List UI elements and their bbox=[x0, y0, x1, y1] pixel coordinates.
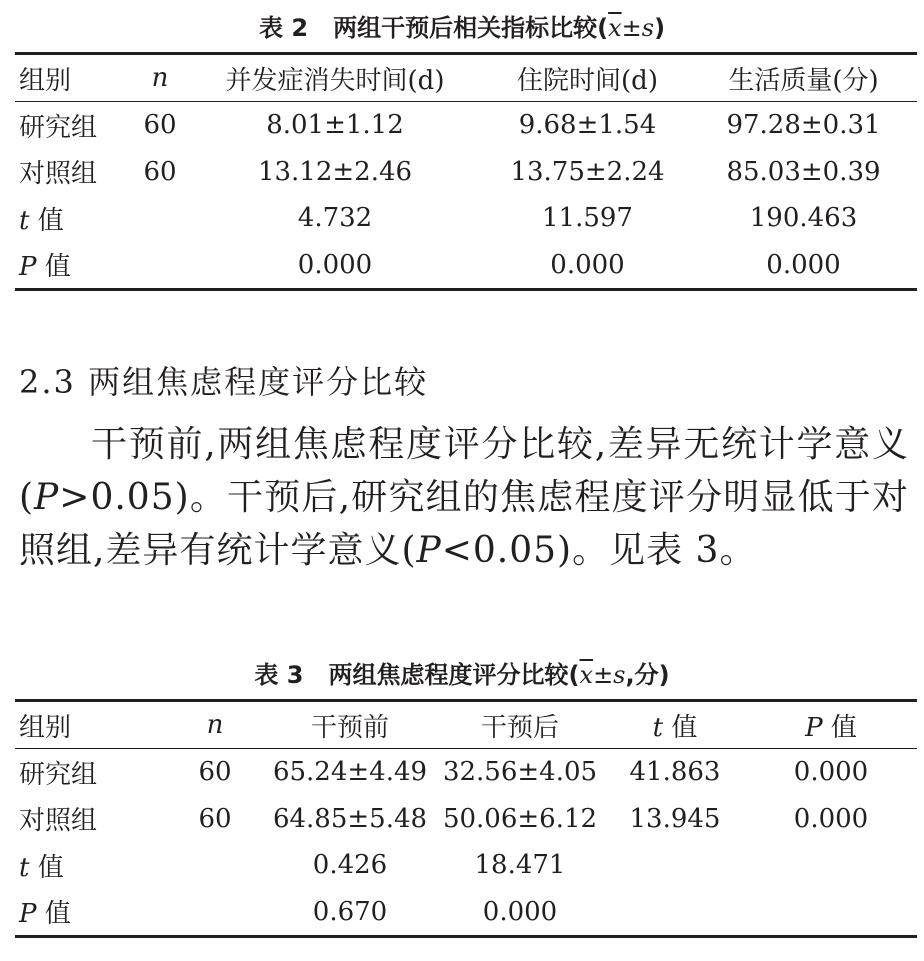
paragraph-text bbox=[19, 418, 909, 577]
table2-cell-empty bbox=[135, 195, 185, 242]
table3-cell: 0.000 bbox=[435, 889, 605, 937]
table3-cell: 60 bbox=[198, 803, 232, 834]
section-heading: 2.3 两组焦虑程度评分比较 bbox=[19, 363, 429, 401]
table2-stat-label bbox=[15, 195, 135, 242]
table3-cell-empty bbox=[605, 842, 745, 889]
table3-caption-label: 表 3 bbox=[254, 661, 304, 689]
table2-header-complication-time: 并发症消失时间(d) bbox=[185, 54, 485, 102]
table2-cell-empty bbox=[135, 242, 185, 290]
table3-cell: 18.471 bbox=[474, 850, 566, 881]
table3-cell: 对照组 bbox=[19, 806, 98, 837]
table2 bbox=[15, 52, 917, 291]
table2-cell: 0.000 bbox=[485, 242, 690, 290]
p-symbol: P bbox=[19, 252, 37, 283]
table3-header-t bbox=[605, 701, 745, 749]
header-suffix: 值 bbox=[663, 712, 698, 743]
table2-header-hospital-stay: 住院时间(d) bbox=[485, 54, 690, 102]
table-row bbox=[15, 842, 917, 889]
table3-cell-empty bbox=[165, 842, 265, 889]
table3-header-after: 干预后 bbox=[435, 701, 605, 749]
table2-cell: 4.732 bbox=[297, 203, 373, 234]
table2-cell: 85.03±0.39 bbox=[726, 156, 881, 187]
table2-caption-title: 两组干预后相关指标比较( bbox=[333, 14, 609, 42]
t-symbol: t bbox=[19, 852, 30, 883]
table3-header-p bbox=[745, 701, 917, 749]
p-symbol: P bbox=[19, 899, 37, 930]
table3-header-before: 干预前 bbox=[265, 701, 435, 749]
table3 bbox=[15, 699, 917, 938]
table-row bbox=[15, 889, 917, 937]
table3-caption-close: ,分) bbox=[625, 661, 670, 689]
table-row bbox=[15, 102, 917, 149]
table3-cell: 0.670 bbox=[265, 889, 435, 937]
table3-cell: 0.000 bbox=[793, 803, 869, 834]
stat-label-suffix: 值 bbox=[36, 899, 71, 930]
table3-cell: 0.426 bbox=[312, 850, 388, 881]
table2-cell: 97.28±0.31 bbox=[726, 110, 881, 141]
table2-header-quality-of-life: 生活质量(分) bbox=[690, 54, 917, 102]
paragraph-segment: <0.05)。见表 3。 bbox=[441, 530, 757, 571]
table2-cell: 13.75±2.24 bbox=[510, 156, 665, 187]
table3-cell-empty bbox=[745, 842, 917, 889]
p-symbol: P bbox=[805, 712, 823, 743]
table3-cell-empty bbox=[605, 889, 745, 937]
table3-caption-mean-symbol: $\overline{x}$ bbox=[579, 661, 594, 689]
table2-cell: 60 bbox=[143, 110, 177, 141]
table3-cell: 50.06±6.12 bbox=[442, 803, 598, 834]
table-row bbox=[15, 796, 917, 843]
table3-cell: 0.000 bbox=[793, 757, 869, 788]
header-suffix: 值 bbox=[822, 712, 857, 743]
table2-cell: 9.68±1.54 bbox=[518, 110, 657, 141]
table2-cell: 0.000 bbox=[690, 242, 917, 290]
table-row bbox=[15, 242, 917, 290]
table2-cell: 0.000 bbox=[185, 242, 485, 290]
t-symbol: t bbox=[19, 205, 30, 236]
table3-caption-s-symbol: s bbox=[613, 661, 626, 689]
stat-label-suffix: 值 bbox=[36, 252, 71, 283]
table3-header-n: n bbox=[165, 701, 265, 749]
table2-cell: 190.463 bbox=[749, 203, 858, 234]
table3-cell: 研究组 bbox=[19, 759, 98, 790]
table3-cell-empty bbox=[165, 889, 265, 937]
table3-cell: 41.863 bbox=[629, 757, 721, 788]
table2-caption-mean-symbol: $\overline{x}$ bbox=[608, 14, 622, 42]
table2-header-n: n bbox=[135, 54, 185, 102]
table2-header-row bbox=[15, 54, 917, 102]
table3-cell: 64.85±5.48 bbox=[272, 803, 428, 834]
table3-cell: 13.945 bbox=[629, 803, 721, 834]
table2-stat-label bbox=[15, 242, 135, 290]
table2-cell: 13.12±2.46 bbox=[257, 156, 413, 187]
table2-caption-label: 表 2 bbox=[258, 14, 309, 42]
table2-cell: 60 bbox=[143, 156, 177, 187]
table2-caption-s-symbol: s bbox=[641, 14, 655, 42]
table2-header-group: 组别 bbox=[15, 54, 135, 102]
table3-stat-label bbox=[15, 842, 165, 889]
table2-caption-close: ) bbox=[654, 14, 666, 42]
table2-cell: 对照组 bbox=[19, 159, 98, 190]
body-paragraph bbox=[19, 418, 909, 577]
table3-cell-empty bbox=[745, 889, 917, 937]
table3-caption-title: 两组焦虑程度评分比较( bbox=[328, 661, 580, 689]
stat-label-suffix: 值 bbox=[29, 852, 64, 883]
table2-cell: 11.597 bbox=[542, 203, 633, 234]
table2-cell: 8.01±1.12 bbox=[266, 110, 404, 141]
table3-header-row bbox=[15, 701, 917, 749]
table3-caption-pm: ± bbox=[593, 661, 614, 689]
table2-cell: 研究组 bbox=[19, 112, 98, 143]
stat-label-suffix: 值 bbox=[29, 205, 64, 236]
p-symbol: P bbox=[34, 477, 60, 518]
table-row bbox=[15, 749, 917, 796]
t-symbol: t bbox=[652, 712, 664, 743]
table2-caption-pm: ± bbox=[621, 14, 642, 42]
table3-cell: 32.56±4.05 bbox=[442, 757, 598, 788]
table3-header-group: 组别 bbox=[15, 701, 165, 749]
table2-caption bbox=[0, 13, 924, 43]
paragraph-segment: 干预前,两组焦虑程度评分比较,差异无统计学意义( bbox=[19, 424, 909, 518]
table3-cell: 65.24±4.49 bbox=[272, 757, 428, 788]
table3-cell: 60 bbox=[198, 757, 232, 788]
table-row bbox=[15, 195, 917, 242]
table3-caption bbox=[0, 660, 924, 690]
p-symbol: P bbox=[416, 530, 442, 571]
table-row bbox=[15, 149, 917, 196]
table3-stat-label bbox=[15, 889, 165, 937]
paragraph-segment: >0.05)。干预后,研究组的焦虑程度评分明显低于对照组,差异有统计学意义( bbox=[19, 477, 909, 571]
